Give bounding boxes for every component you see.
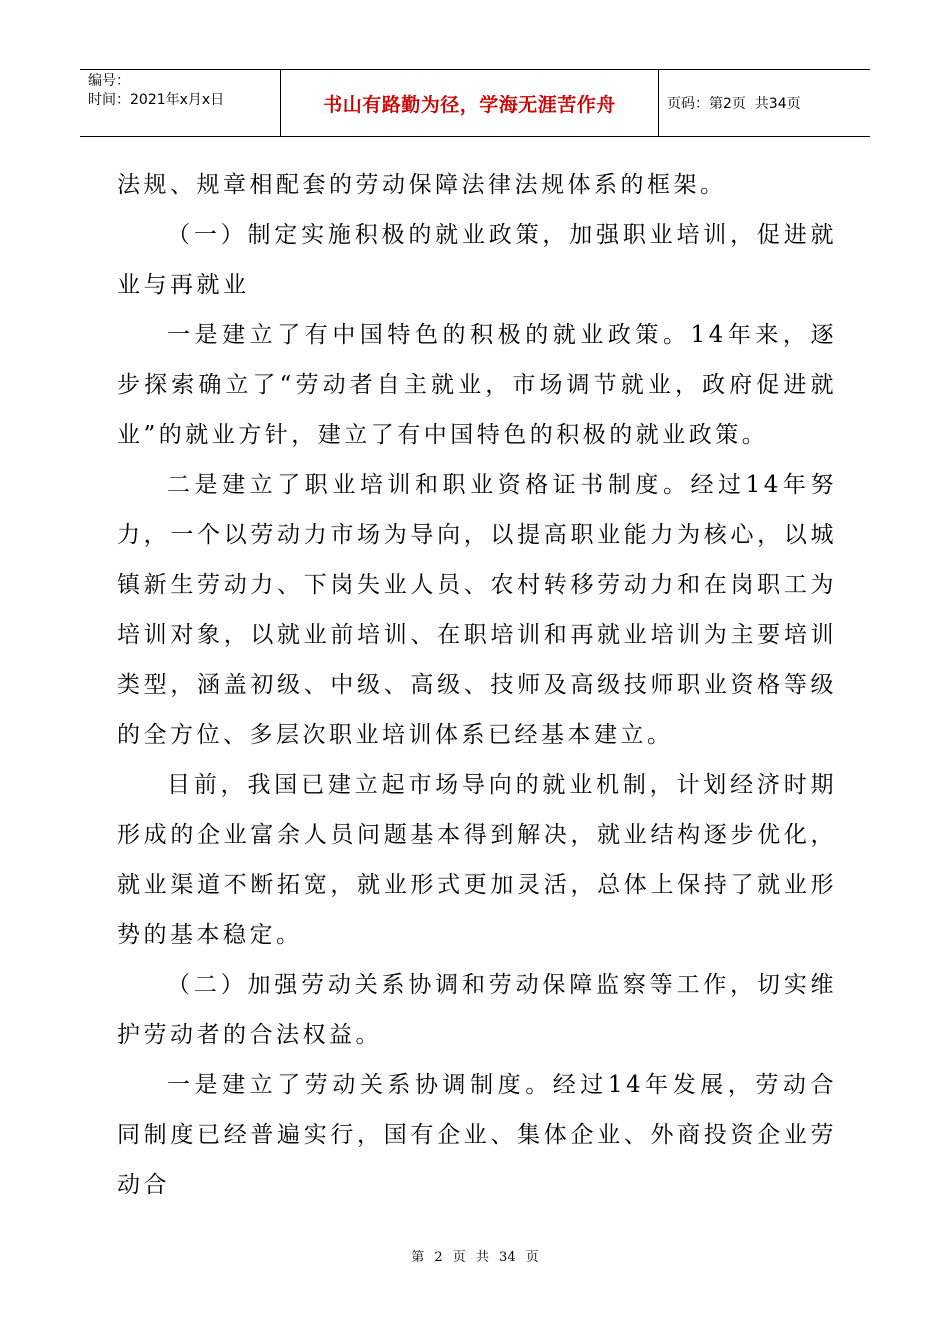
section-heading: （二）加强劳动关系协调和劳动保障监察等工作，切实维护劳动者的合法权益。 bbox=[117, 972, 837, 1048]
page-footer: 第 2 页 共 34 页 bbox=[411, 1250, 539, 1265]
body-paragraph: 目前，我国已建立起市场导向的就业机制，计划经济时期形成的企业富余人员问题基本得到解决，就业结构逐步优化，就业渠道不断拓宽，就业形式更加灵活，总体上保持了就业形势的基本稳定。 bbox=[117, 772, 837, 948]
body-paragraph: 一是建立了有中国特色的积极的就业政策。14年来，逐步探索确立了“劳动者自主就业，市场调节就业，政府促进就业”的就业方针，建立了有中国特色的积极的就业政策。 bbox=[117, 322, 837, 448]
document-time-label: 时间：2021年x月x日 bbox=[88, 92, 225, 108]
section-heading: （一）制定实施积极的就业政策，加强职业培训，促进就业与再就业 bbox=[117, 222, 837, 298]
body-paragraph: 一是建立了劳动关系协调制度。经过14年发展，劳动合同制度已经普遍实行，国有企业、集体企业、外商投资企业劳动合 bbox=[117, 1072, 837, 1198]
document-header bbox=[80, 69, 870, 137]
header-motto-cell bbox=[281, 70, 659, 136]
body-paragraph: 法规、规章相配套的劳动保障法律法规体系的框架。 bbox=[117, 172, 727, 198]
header-motto: 书山有路勤为径，学海无涯苦作舟 bbox=[323, 93, 616, 116]
document-body bbox=[117, 160, 837, 1210]
body-paragraph: 二是建立了职业培训和职业资格证书制度。经过14年努力，一个以劳动力市场为导向，以提高职业能力为核心，以城镇新生劳动力、下岗失业人员、农村转移劳动力和在岗职工为培训对象，以就业前培训、在职培训和再就业培训为主要培训类型，涵盖初级、中级、高级、技师及高级技师职业资格等级的全方位、多层次职业培训体系已经基本建立。 bbox=[117, 472, 837, 748]
header-meta-cell bbox=[80, 70, 281, 136]
document-number-label: 编号： bbox=[88, 73, 130, 89]
header-page-code: 页码：第2页 共34页 bbox=[667, 96, 801, 112]
